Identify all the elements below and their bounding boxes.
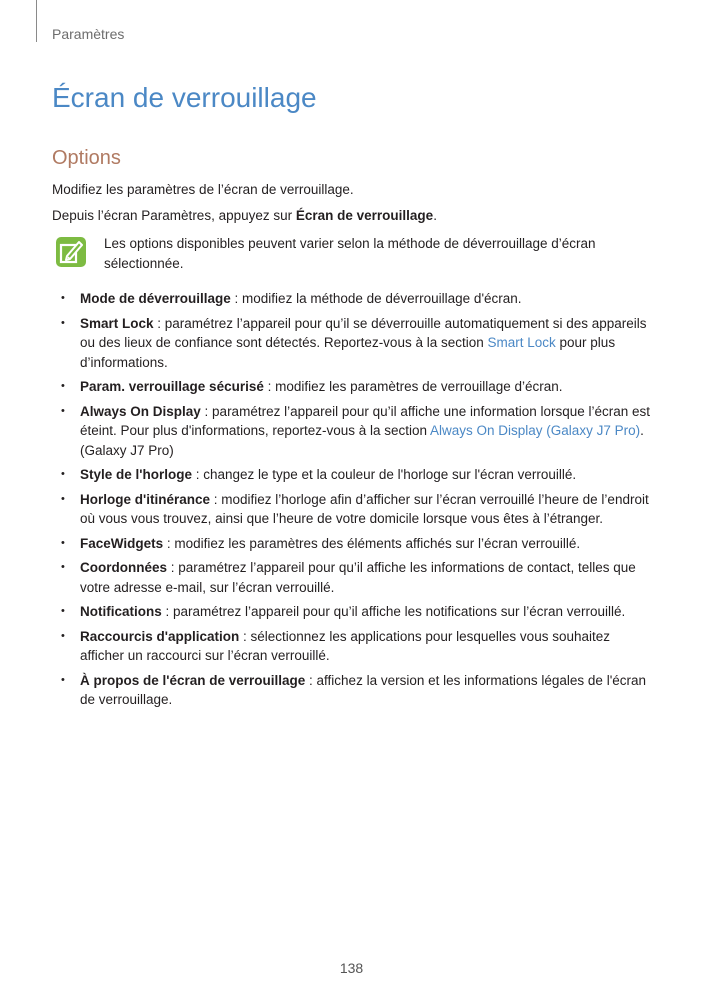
option-term: Always On Display (80, 403, 201, 419)
intro-line-2 (52, 206, 437, 226)
page-title: Écran de verrouillage (52, 82, 317, 113)
option-term: Raccourcis d'application (80, 628, 240, 644)
note-text: Les options disponibles peuvent varier selon la méthode de déverrouillage d’écran sélectionnée. (104, 236, 596, 271)
option-term: Mode de déverrouillage (80, 291, 231, 306)
option-term: Horloge d'itinérance (80, 491, 210, 507)
option-term: Smart Lock (80, 315, 154, 331)
option-description: : affichez la version et les informations légales de l'écran de verrouillage. (80, 672, 647, 707)
intro-bold: Écran de verrouillage (295, 208, 434, 223)
option-item (80, 377, 652, 397)
option-description: : sélectionnez les applications pour lesquelles vous souhaitez afficher un raccourci sur l’écran verrouillé. (80, 628, 610, 663)
option-description: : modifiez l’horloge afin d’afficher sur l’écran verrouillé l’heure de l’endroit où vous vous trouvez, ainsi que l’heure de votre domicile lorsque vous êtes à l’étranger. (80, 491, 649, 526)
corner-mark (36, 0, 37, 42)
option-link[interactable]: Always On Display (Galaxy J7 Pro) (430, 423, 641, 438)
option-term: Style de l'horloge (80, 467, 192, 482)
option-description: : modifiez les paramètres de verrouillage d’écran. (263, 379, 563, 394)
option-description: : paramétrez l’appareil pour qu’il affiche une information lorsque l’écran est éteint. Pour plus d'informations, reportez-vous à la section (80, 403, 651, 438)
intro-prefix: Depuis l’écran Paramètres, appuyez sur (52, 208, 296, 223)
option-item (80, 671, 652, 710)
option-description: : paramétrez l’appareil pour qu’il affiche les informations de contact, telles que votre adresse e-mail, sur l’écran verrouillé. (80, 560, 636, 595)
intro-line-1: Modifiez les paramètres de l’écran de verrouillage. (52, 182, 354, 197)
option-link[interactable]: Smart Lock (487, 335, 556, 350)
option-item (80, 558, 652, 597)
page-number: 138 (339, 960, 364, 976)
option-item (80, 314, 652, 373)
option-description: : paramétrez l’appareil pour qu’il affiche les notifications sur l’écran verrouillé. (161, 604, 626, 619)
option-item (80, 602, 652, 622)
option-term: FaceWidgets (80, 535, 164, 551)
pencil-note-icon (55, 236, 87, 268)
section-heading: Options (52, 147, 121, 169)
option-item (80, 465, 652, 485)
option-item (80, 490, 652, 529)
option-item (80, 627, 652, 666)
option-term: Notifications (80, 604, 162, 619)
option-description-cont: . (Galaxy J7 Pro) (80, 423, 644, 458)
intro-suffix: . (433, 208, 437, 223)
running-header: Paramètres (52, 26, 125, 42)
option-description: : changez le type et la couleur de l'horloge sur l'écran verrouillé. (191, 467, 577, 482)
options-list (80, 289, 652, 715)
option-item (80, 289, 652, 309)
option-item (80, 534, 652, 554)
option-description: : modifiez la méthode de déverrouillage d'écran. (230, 291, 522, 306)
option-description: : paramétrez l’appareil pour qu’il se déverrouille automatiquement si des appareils ou des lieux de confiance sont détectés. Reportez-vous à la section (80, 315, 647, 350)
option-term: À propos de l'écran de verrouillage (80, 672, 306, 688)
option-term: Coordonnées (80, 560, 168, 575)
option-description: : modifiez les paramètres des éléments affichés sur l’écran verrouillé. (163, 535, 581, 551)
option-item (80, 402, 652, 461)
option-term: Param. verrouillage sécurisé (80, 379, 264, 394)
option-description-cont: pour plus d’informations. (80, 335, 616, 370)
